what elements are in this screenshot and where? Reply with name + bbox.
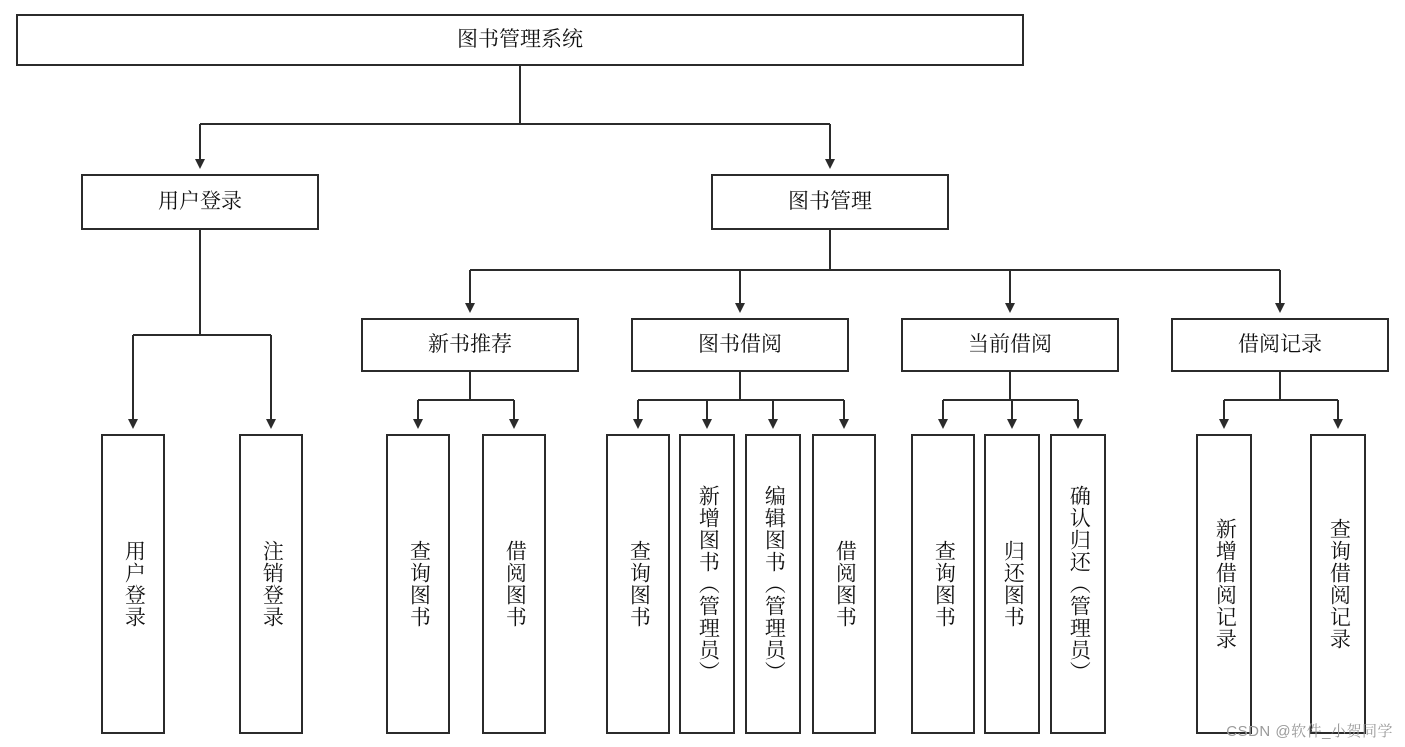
- leaf-borrow-book-recommend[interactable]: [482, 434, 546, 734]
- node-label: 查询图书: [932, 540, 956, 628]
- node-label: 归还图书: [1001, 540, 1025, 628]
- leaf-add-book-admin[interactable]: [679, 434, 735, 734]
- node-label: 查询借阅记录: [1327, 518, 1351, 650]
- node-label: 借阅图书: [833, 540, 857, 628]
- node-label: 新书推荐: [428, 332, 512, 356]
- leaf-user-login[interactable]: [101, 434, 165, 734]
- leaf-edit-book-admin[interactable]: [745, 434, 801, 734]
- watermark-text: CSDN @软件_小贺同学: [1226, 723, 1393, 740]
- leaf-query-borrow-record[interactable]: [1310, 434, 1366, 734]
- node-borrow-record[interactable]: [1171, 318, 1389, 372]
- node-label: 用户登录: [122, 540, 146, 628]
- node-label: 图书管理系统: [457, 27, 583, 51]
- leaf-return-book[interactable]: [984, 434, 1040, 734]
- leaf-query-book-current[interactable]: [911, 434, 975, 734]
- node-book-borrow[interactable]: [631, 318, 849, 372]
- node-label: 借阅图书: [503, 540, 527, 628]
- node-label: 查询图书: [407, 540, 431, 628]
- node-label: 查询图书: [627, 540, 651, 628]
- node-label: 用户登录: [158, 189, 242, 213]
- node-label: 当前借阅: [968, 332, 1052, 356]
- node-root[interactable]: [16, 14, 1024, 66]
- leaf-query-book-recommend[interactable]: [386, 434, 450, 734]
- node-label: 新增图书（管理员）: [696, 485, 720, 683]
- node-label: 新增借阅记录: [1213, 518, 1237, 650]
- node-label: 注销登录: [260, 540, 284, 628]
- leaf-user-logout[interactable]: [239, 434, 303, 734]
- node-book-management[interactable]: [711, 174, 949, 230]
- node-new-book-recommend[interactable]: [361, 318, 579, 372]
- leaf-query-book-borrow[interactable]: [606, 434, 670, 734]
- node-user-login[interactable]: [81, 174, 319, 230]
- node-current-borrow[interactable]: [901, 318, 1119, 372]
- leaf-add-borrow-record[interactable]: [1196, 434, 1252, 734]
- node-label: 图书借阅: [698, 332, 782, 356]
- leaf-borrow-book[interactable]: [812, 434, 876, 734]
- node-label: 编辑图书（管理员）: [762, 485, 786, 683]
- node-label: 图书管理: [788, 189, 872, 213]
- node-label: 确认归还（管理员）: [1067, 485, 1091, 683]
- leaf-confirm-return-admin[interactable]: [1050, 434, 1106, 734]
- node-label: 借阅记录: [1238, 332, 1322, 356]
